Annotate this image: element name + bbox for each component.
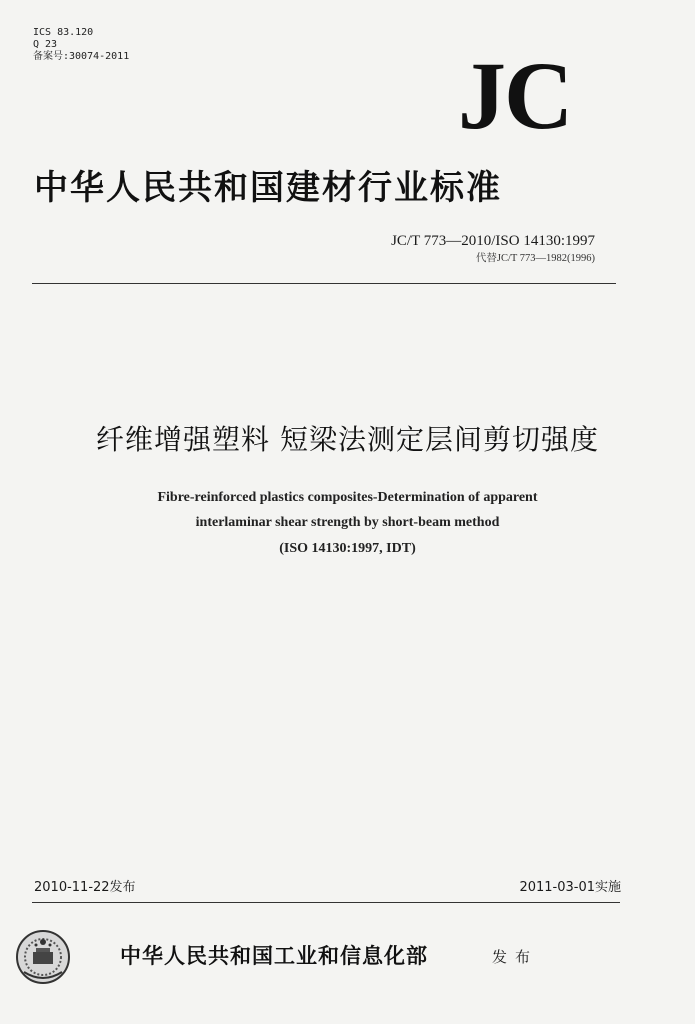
title-chinese: 纤维增强塑料 短梁法测定层间剪切强度 [96,423,599,456]
jc-logo: JC [458,42,572,149]
title-english-line-3: (ISO 14130:1997, IDT) [279,541,416,556]
publish-date: 2010-11-22发布 [34,880,136,895]
title-english-line-1: Fibre-reinforced plastics composites-Determination of apparent [157,490,538,505]
ccs-code: Q 23 [33,39,58,50]
filing-number: 备案号:30074-2011 [33,51,130,62]
issue-label: 发布 [492,948,539,966]
title-english-line-2: interlaminar shear strength by short-beam method [195,515,500,530]
ics-code: ICS 83.120 [33,27,94,38]
classification-block [33,27,129,63]
ministry-name: 中华人民共和国工业和信息化部 [120,943,428,968]
replaces-standard: 代替JC/T 773—1982(1996) [475,253,595,264]
national-emblem-icon [14,928,72,986]
bottom-divider [32,902,620,903]
standard-number: JC/T 773—2010/ISO 14130:1997 [391,233,595,249]
top-divider [32,283,616,284]
org-title: 中华人民共和国建材行业标准 [34,168,502,208]
implement-date: 2011-03-01实施 [519,880,621,895]
